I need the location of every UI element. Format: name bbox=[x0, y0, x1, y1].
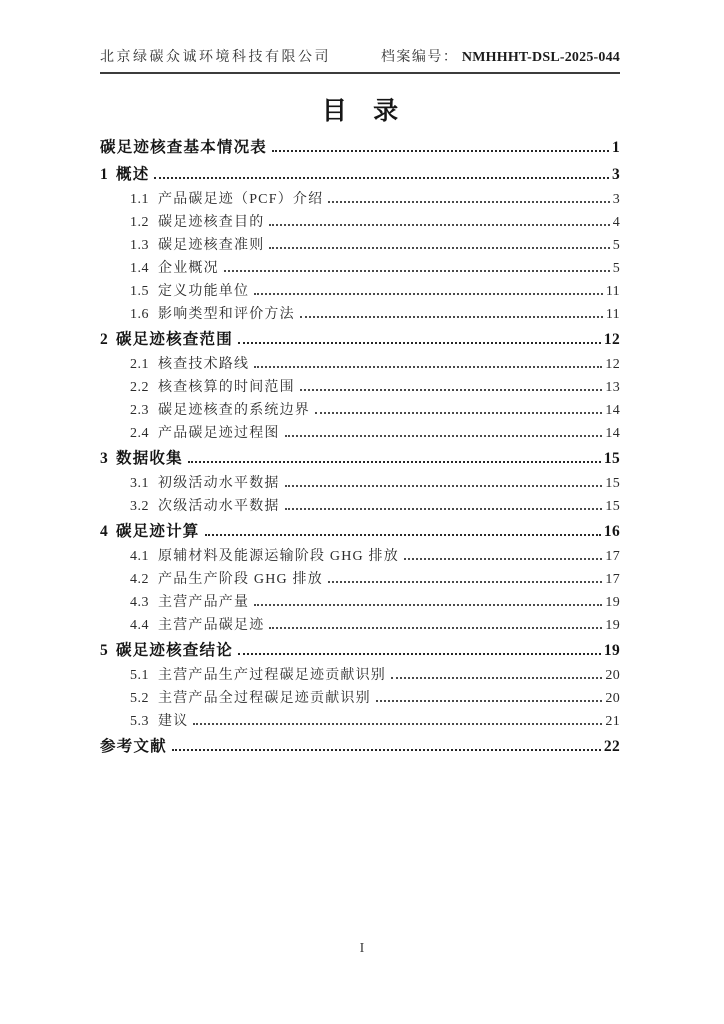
toc-entry-page: 12 bbox=[605, 357, 620, 372]
toc-entry-page: 17 bbox=[605, 572, 620, 587]
toc-entry-label: 产品碳足迹过程图 bbox=[158, 426, 280, 441]
toc-entry-number: 1.1 bbox=[130, 192, 149, 207]
toc-entry-page: 13 bbox=[605, 380, 620, 395]
toc-entry-page: 1 bbox=[611, 139, 620, 156]
toc-entry-number: 5.1 bbox=[130, 668, 149, 683]
toc-entry-label: 主营产品碳足迹 bbox=[158, 618, 265, 633]
toc-leader-dots bbox=[172, 749, 601, 751]
toc-entry-number: 3.1 bbox=[130, 476, 149, 491]
toc-entry-label: 核查核算的时间范围 bbox=[158, 380, 295, 395]
toc-entry-label: 主营产品生产过程碳足迹贡献识别 bbox=[158, 668, 386, 683]
toc-entry bbox=[100, 134, 620, 161]
toc-entry bbox=[100, 376, 620, 399]
company-name: 北京绿碳众诚环境科技有限公司 bbox=[100, 50, 331, 65]
toc-entry-label: 原辅材料及能源运输阶段 GHG 排放 bbox=[158, 549, 399, 564]
toc-entry-page: 3 bbox=[611, 166, 620, 183]
toc-leader-dots bbox=[315, 412, 602, 414]
toc-entry-page: 15 bbox=[605, 499, 620, 514]
toc-entry bbox=[100, 687, 620, 710]
toc-entry-page: 20 bbox=[605, 691, 620, 706]
toc-leader-dots bbox=[254, 604, 602, 606]
page-header bbox=[100, 46, 620, 74]
toc-entry bbox=[100, 614, 620, 637]
toc-entry-page: 21 bbox=[605, 714, 620, 729]
toc-leader-dots bbox=[285, 435, 603, 437]
toc-entry-label: 核查技术路线 bbox=[158, 357, 250, 372]
toc-entry-page: 5 bbox=[612, 261, 620, 276]
toc-entry-number: 5 bbox=[100, 642, 108, 659]
toc-entry bbox=[100, 495, 620, 518]
toc-entry bbox=[100, 211, 620, 234]
toc-entry bbox=[100, 664, 620, 687]
toc-leader-dots bbox=[300, 389, 603, 391]
toc-entry-page: 16 bbox=[603, 523, 620, 540]
toc-entry-page: 19 bbox=[603, 642, 620, 659]
toc-entry bbox=[100, 710, 620, 733]
toc-entry-page: 11 bbox=[605, 284, 620, 299]
toc-leader-dots bbox=[391, 677, 602, 679]
toc-entry-page: 19 bbox=[605, 618, 620, 633]
toc-entry-number: 1.4 bbox=[130, 261, 149, 276]
toc-entry-page: 17 bbox=[605, 549, 620, 564]
toc-entry bbox=[100, 472, 620, 495]
toc-leader-dots bbox=[328, 581, 602, 583]
page-number: I bbox=[359, 941, 365, 956]
toc-entry-page: 11 bbox=[605, 307, 620, 322]
toc-entry-label: 建议 bbox=[158, 714, 189, 729]
toc-entry-number: 2.2 bbox=[130, 380, 149, 395]
toc-entry bbox=[100, 161, 620, 188]
toc-entry-label: 碳足迹核查目的 bbox=[158, 215, 265, 230]
toc-entry-number: 2 bbox=[100, 331, 108, 348]
toc-leader-dots bbox=[154, 177, 609, 179]
toc-leader-dots bbox=[376, 700, 603, 702]
toc-entry-label: 定义功能单位 bbox=[158, 284, 250, 299]
toc-entry-label: 主营产品全过程碳足迹贡献识别 bbox=[158, 691, 371, 706]
toc-leader-dots bbox=[188, 461, 601, 463]
table-of-contents bbox=[100, 134, 620, 760]
toc-entry bbox=[100, 280, 620, 303]
toc-entry-number: 5.2 bbox=[130, 691, 149, 706]
toc-entry-number: 1.2 bbox=[130, 215, 149, 230]
toc-entry-label: 产品生产阶段 GHG 排放 bbox=[158, 572, 323, 587]
toc-entry bbox=[100, 637, 620, 664]
toc-entry-number: 5.3 bbox=[130, 714, 149, 729]
toc-entry-label: 企业概况 bbox=[158, 261, 219, 276]
toc-entry-page: 15 bbox=[605, 476, 620, 491]
archive-number-value: NMHHHT-DSL-2025-044 bbox=[461, 50, 620, 65]
toc-entry bbox=[100, 188, 620, 211]
toc-entry-number: 1 bbox=[100, 166, 108, 183]
toc-leader-dots bbox=[238, 342, 601, 344]
toc-leader-dots bbox=[285, 485, 603, 487]
toc-leader-dots bbox=[328, 201, 609, 203]
toc-entry-label: 产品碳足迹（PCF）介绍 bbox=[158, 192, 324, 207]
toc-entry bbox=[100, 303, 620, 326]
toc-entry bbox=[100, 257, 620, 280]
toc-entry-number: 4.1 bbox=[130, 549, 149, 564]
toc-entry-number: 1.5 bbox=[130, 284, 149, 299]
toc-entry-number: 1.6 bbox=[130, 307, 149, 322]
toc-entry-page: 14 bbox=[605, 403, 620, 418]
toc-leader-dots bbox=[224, 270, 610, 272]
archive-number-label: 档案编号： bbox=[380, 50, 459, 65]
toc-leader-dots bbox=[269, 627, 602, 629]
toc-entry-label: 碳足迹核查基本情况表 bbox=[100, 139, 268, 156]
toc-leader-dots bbox=[205, 534, 601, 536]
toc-entry-number: 4.3 bbox=[130, 595, 149, 610]
toc-entry-label: 参考文献 bbox=[100, 738, 167, 755]
toc-entry-label: 次级活动水平数据 bbox=[158, 499, 280, 514]
toc-entry-page: 22 bbox=[603, 738, 620, 755]
toc-entry-page: 3 bbox=[612, 192, 620, 207]
toc-entry bbox=[100, 422, 620, 445]
toc-leader-dots bbox=[285, 508, 603, 510]
toc-entry-number: 3 bbox=[100, 450, 108, 467]
toc-leader-dots bbox=[300, 316, 603, 318]
toc-leader-dots bbox=[193, 723, 602, 725]
toc-entry-page: 4 bbox=[612, 215, 620, 230]
toc-entry bbox=[100, 326, 620, 353]
toc-entry-number: 2.3 bbox=[130, 403, 149, 418]
toc-entry-number: 2.1 bbox=[130, 357, 149, 372]
toc-entry-label: 概述 bbox=[116, 166, 150, 183]
toc-entry-page: 12 bbox=[603, 331, 620, 348]
toc-entry-number: 1.3 bbox=[130, 238, 149, 253]
toc-entry bbox=[100, 353, 620, 376]
toc-entry-number: 4 bbox=[100, 523, 108, 540]
toc-entry-label: 初级活动水平数据 bbox=[158, 476, 280, 491]
toc-entry-label: 碳足迹核查结论 bbox=[116, 642, 233, 659]
toc-entry bbox=[100, 445, 620, 472]
toc-entry bbox=[100, 518, 620, 545]
toc-entry-page: 20 bbox=[605, 668, 620, 683]
toc-entry bbox=[100, 591, 620, 614]
archive-number bbox=[381, 46, 620, 66]
toc-entry-page: 19 bbox=[605, 595, 620, 610]
toc-entry-page: 14 bbox=[605, 426, 620, 441]
toc-leader-dots bbox=[269, 247, 609, 249]
toc-leader-dots bbox=[404, 558, 602, 560]
toc-entry-label: 碳足迹计算 bbox=[116, 523, 200, 540]
toc-title: 目 录 bbox=[321, 98, 409, 125]
toc-entry bbox=[100, 568, 620, 591]
toc-entry bbox=[100, 234, 620, 257]
toc-entry-page: 5 bbox=[612, 238, 620, 253]
toc-entry-label: 碳足迹核查准则 bbox=[158, 238, 265, 253]
toc-leader-dots bbox=[254, 366, 602, 368]
toc-entry-number: 2.4 bbox=[130, 426, 149, 441]
toc-entry-page: 15 bbox=[603, 450, 620, 467]
toc-entry bbox=[100, 545, 620, 568]
toc-leader-dots bbox=[238, 653, 601, 655]
toc-entry bbox=[100, 733, 620, 760]
toc-entry-label: 影响类型和评价方法 bbox=[158, 307, 295, 322]
toc-entry bbox=[100, 399, 620, 422]
toc-entry-number: 4.4 bbox=[130, 618, 149, 633]
toc-leader-dots bbox=[254, 293, 603, 295]
toc-entry-label: 碳足迹核查的系统边界 bbox=[158, 403, 310, 418]
toc-leader-dots bbox=[269, 224, 609, 226]
toc-entry-label: 主营产品产量 bbox=[158, 595, 250, 610]
toc-entry-label: 数据收集 bbox=[116, 450, 183, 467]
toc-leader-dots bbox=[272, 150, 609, 152]
toc-entry-number: 3.2 bbox=[130, 499, 149, 514]
toc-entry-number: 4.2 bbox=[130, 572, 149, 587]
toc-entry-label: 碳足迹核查范围 bbox=[116, 331, 233, 348]
